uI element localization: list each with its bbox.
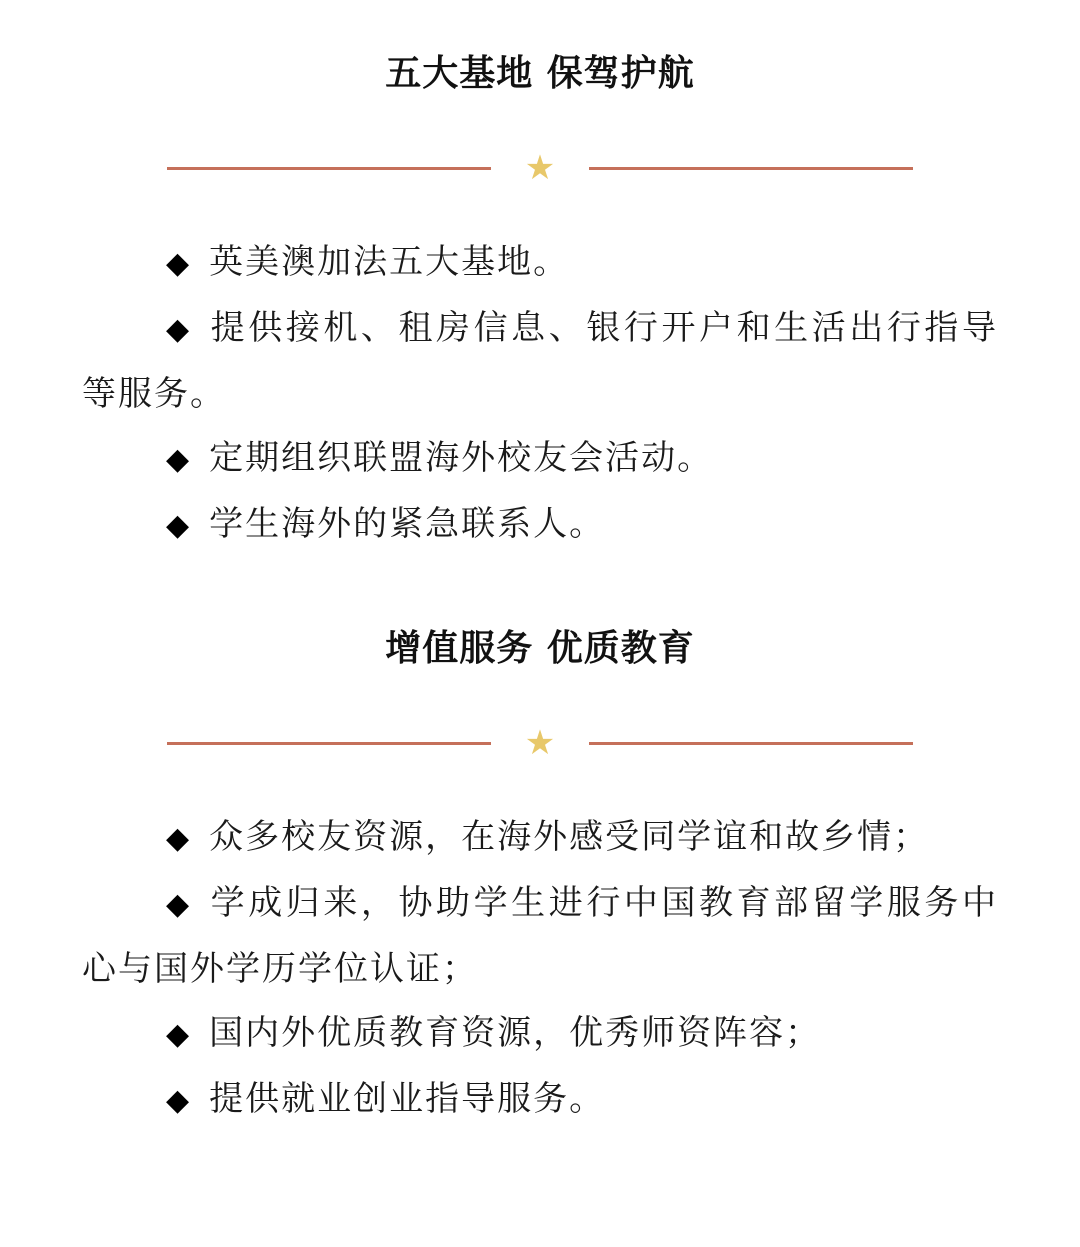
list-item-text: 提供接机、租房信息、银行开户和生活出行指导等服务。 [82, 308, 998, 414]
list-item [82, 1001, 998, 1067]
section-title: 增值服务 优质教育 [385, 628, 695, 669]
list-item [82, 296, 998, 426]
diamond-bullet-icon: ◆ [166, 508, 192, 543]
list-item-text: 英美澳加法五大基地。 [209, 242, 570, 282]
diamond-bullet-icon: ◆ [166, 887, 192, 922]
divider-line-right [589, 167, 913, 170]
bullet-list [82, 805, 998, 1133]
star-icon: ★ [524, 148, 556, 188]
list-item [82, 1067, 998, 1133]
section-title: 五大基地 保驾护航 [385, 53, 695, 94]
list-item-text: 学成归来，协助学生进行中国教育部留学服务中心与国外学历学位认证； [82, 883, 998, 989]
bullet-list [82, 230, 998, 558]
list-item-text: 国内外优质教育资源，优秀师资阵容； [209, 1013, 822, 1053]
divider-line-right [589, 742, 913, 745]
diamond-bullet-icon: ◆ [166, 246, 192, 281]
list-item-text: 定期组织联盟海外校友会活动。 [209, 438, 714, 478]
list-item [82, 230, 998, 296]
diamond-bullet-icon: ◆ [166, 442, 192, 477]
list-item-text: 提供就业创业指导服务。 [209, 1079, 606, 1119]
list-item [82, 492, 998, 558]
diamond-bullet-icon: ◆ [166, 1083, 192, 1118]
diamond-bullet-icon: ◆ [166, 821, 192, 856]
star-icon: ★ [524, 723, 556, 763]
list-item [82, 805, 998, 871]
diamond-bullet-icon: ◆ [166, 312, 192, 347]
list-item [82, 426, 998, 492]
list-item-text: 众多校友资源，在海外感受同学谊和故乡情； [209, 817, 930, 857]
section-divider [0, 148, 1080, 188]
list-item [82, 871, 998, 1001]
divider-line-left [167, 167, 491, 170]
section-divider [0, 723, 1080, 763]
diamond-bullet-icon: ◆ [166, 1017, 192, 1052]
divider-line-left [167, 742, 491, 745]
list-item-text: 学生海外的紧急联系人。 [209, 504, 606, 544]
